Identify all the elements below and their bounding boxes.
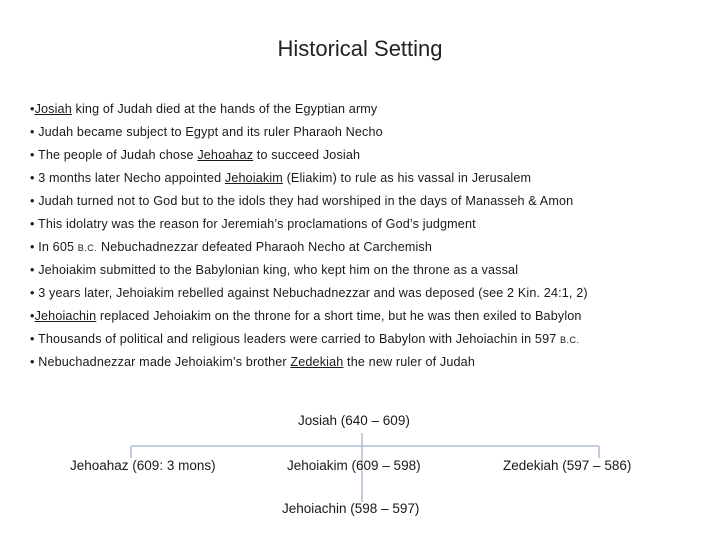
bullet-text: (Eliakim) to rule as his vassal in Jerusalem (282, 171, 532, 185)
bullet-text: • (30, 102, 35, 116)
tree-node-jehoahaz: Jehoahaz (609: 3 mons) (70, 458, 216, 473)
underlined-name: Josiah (34, 102, 72, 116)
bullet-item (30, 282, 702, 305)
bullet-text: • Thousands of political and religious leaders were carried to Babylon with Jehoiachin in 597 (30, 332, 561, 346)
bullet-list (30, 98, 702, 374)
bullet-item (30, 98, 702, 121)
underlined-name: Zedekiah (290, 355, 344, 369)
bullet-item (30, 236, 702, 259)
bullet-text: • Judah turned not to God but to the idols they had worshiped in the days of Manasseh & Amon (30, 194, 574, 208)
bullet-item (30, 305, 702, 328)
bullet-text: • In 605 (30, 240, 78, 254)
bullet-item (30, 213, 702, 236)
bullet-text: • This idolatry was the reason for Jeremiah’s proclamations of God’s judgment (30, 217, 476, 231)
bullet-text: • Judah became subject to Egypt and its ruler Pharaoh Necho (30, 125, 383, 139)
bullet-item (30, 259, 702, 282)
family-tree (0, 400, 720, 540)
underlined-name: Jehoiachin (34, 309, 97, 323)
underlined-name: Jehoahaz (197, 148, 254, 162)
tree-node-jehoiachin: Jehoiachin (598 – 597) (282, 501, 420, 516)
bullet-item (30, 121, 702, 144)
bullet-text: • The people of Judah chose (30, 148, 198, 162)
bullet-text: king of Judah died at the hands of the Egyptian army (71, 102, 378, 116)
bullet-item (30, 351, 702, 374)
bullet-item (30, 167, 702, 190)
bullet-text: the new ruler of Judah (343, 355, 475, 369)
bullet-text: to succeed Josiah (253, 148, 361, 162)
era-abbreviation: B.C. (560, 335, 580, 345)
underlined-name: Jehoiakim (224, 171, 283, 185)
bullet-text: • Jehoiakim submitted to the Babylonian king, who kept him on the throne as a vassal (30, 263, 519, 277)
bullet-item (30, 190, 702, 213)
bullet-text: • Nebuchadnezzar made Jehoiakim’s brother (30, 355, 291, 369)
bullet-item (30, 144, 702, 167)
bullet-text: • 3 years later, Jehoiakim rebelled against Nebuchadnezzar and was deposed (see 2 Kin. 24:1, 2) (30, 286, 588, 300)
bullet-text: • 3 months later Necho appointed (30, 171, 225, 185)
bullet-text: replaced Jehoiakim on the throne for a short time, but he was then exiled to Babylon (96, 309, 582, 323)
bullet-text: • (30, 309, 35, 323)
tree-node-zedekiah: Zedekiah (597 – 586) (503, 458, 632, 473)
bullet-text: Nebuchadnezzar defeated Pharaoh Necho at Carchemish (97, 240, 433, 254)
tree-node-jehoiakim: Jehoiakim (609 – 598) (287, 458, 421, 473)
era-abbreviation: B.C. (77, 243, 98, 253)
slide-title: Historical Setting (277, 36, 443, 61)
tree-node-josiah: Josiah (640 – 609) (298, 413, 410, 428)
bullet-item (30, 328, 702, 351)
